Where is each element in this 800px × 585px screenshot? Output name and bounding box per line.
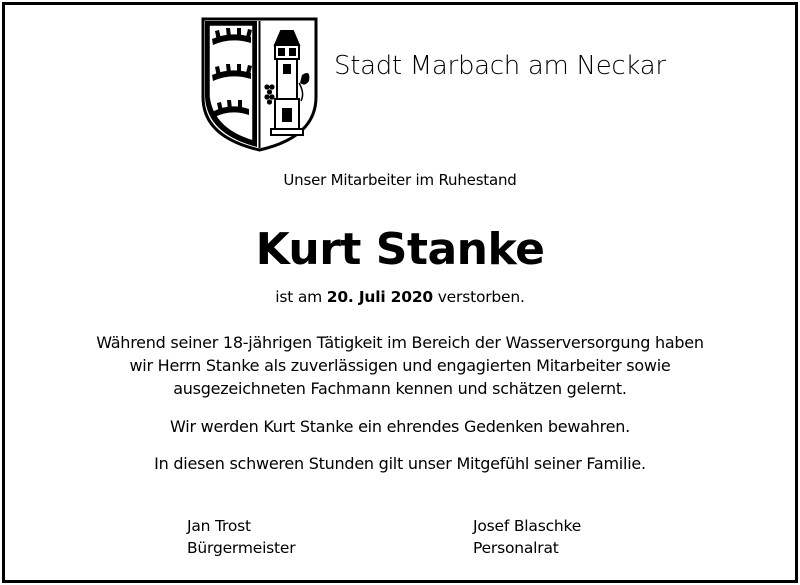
tribute-line: wir Herrn Stanke als zuverlässigen und engagierten Mitarbeiter sowie xyxy=(129,356,671,375)
signatory-role: Personalrat xyxy=(473,539,559,557)
signatory-name: Jan Trost xyxy=(187,517,251,535)
tribute-line: Während seiner 18-jährigen Tätigkeit im Bereich der Wasserversorgung haben xyxy=(96,333,704,352)
intro-line: Unser Mitarbeiter im Ruhestand xyxy=(283,171,517,189)
tribute-paragraph xyxy=(0,331,800,400)
signature-staff-council xyxy=(473,515,581,559)
death-statement xyxy=(0,286,800,308)
signatory-name: Josef Blaschke xyxy=(473,517,582,535)
death-prefix: ist am xyxy=(275,288,327,306)
signatory-role: Bürgermeister xyxy=(187,539,296,557)
signature-mayor xyxy=(187,515,295,559)
coat-of-arms-icon xyxy=(201,17,318,152)
death-suffix: verstorben. xyxy=(432,288,525,306)
tribute-line: ausgezeichneten Fachmann kennen und schätzen gelernt. xyxy=(173,379,627,398)
remembrance-line: Wir werden Kurt Stanke ein ehrendes Gedenken bewahren. xyxy=(170,417,630,436)
condolence-line: In diesen schweren Stunden gilt unser Mitgefühl seiner Familie. xyxy=(154,454,646,473)
deceased-name: Kurt Stanke xyxy=(255,224,545,275)
issuer-name: Stadt Marbach am Neckar xyxy=(334,51,666,81)
death-date: 20. Juli 2020 xyxy=(326,288,433,306)
